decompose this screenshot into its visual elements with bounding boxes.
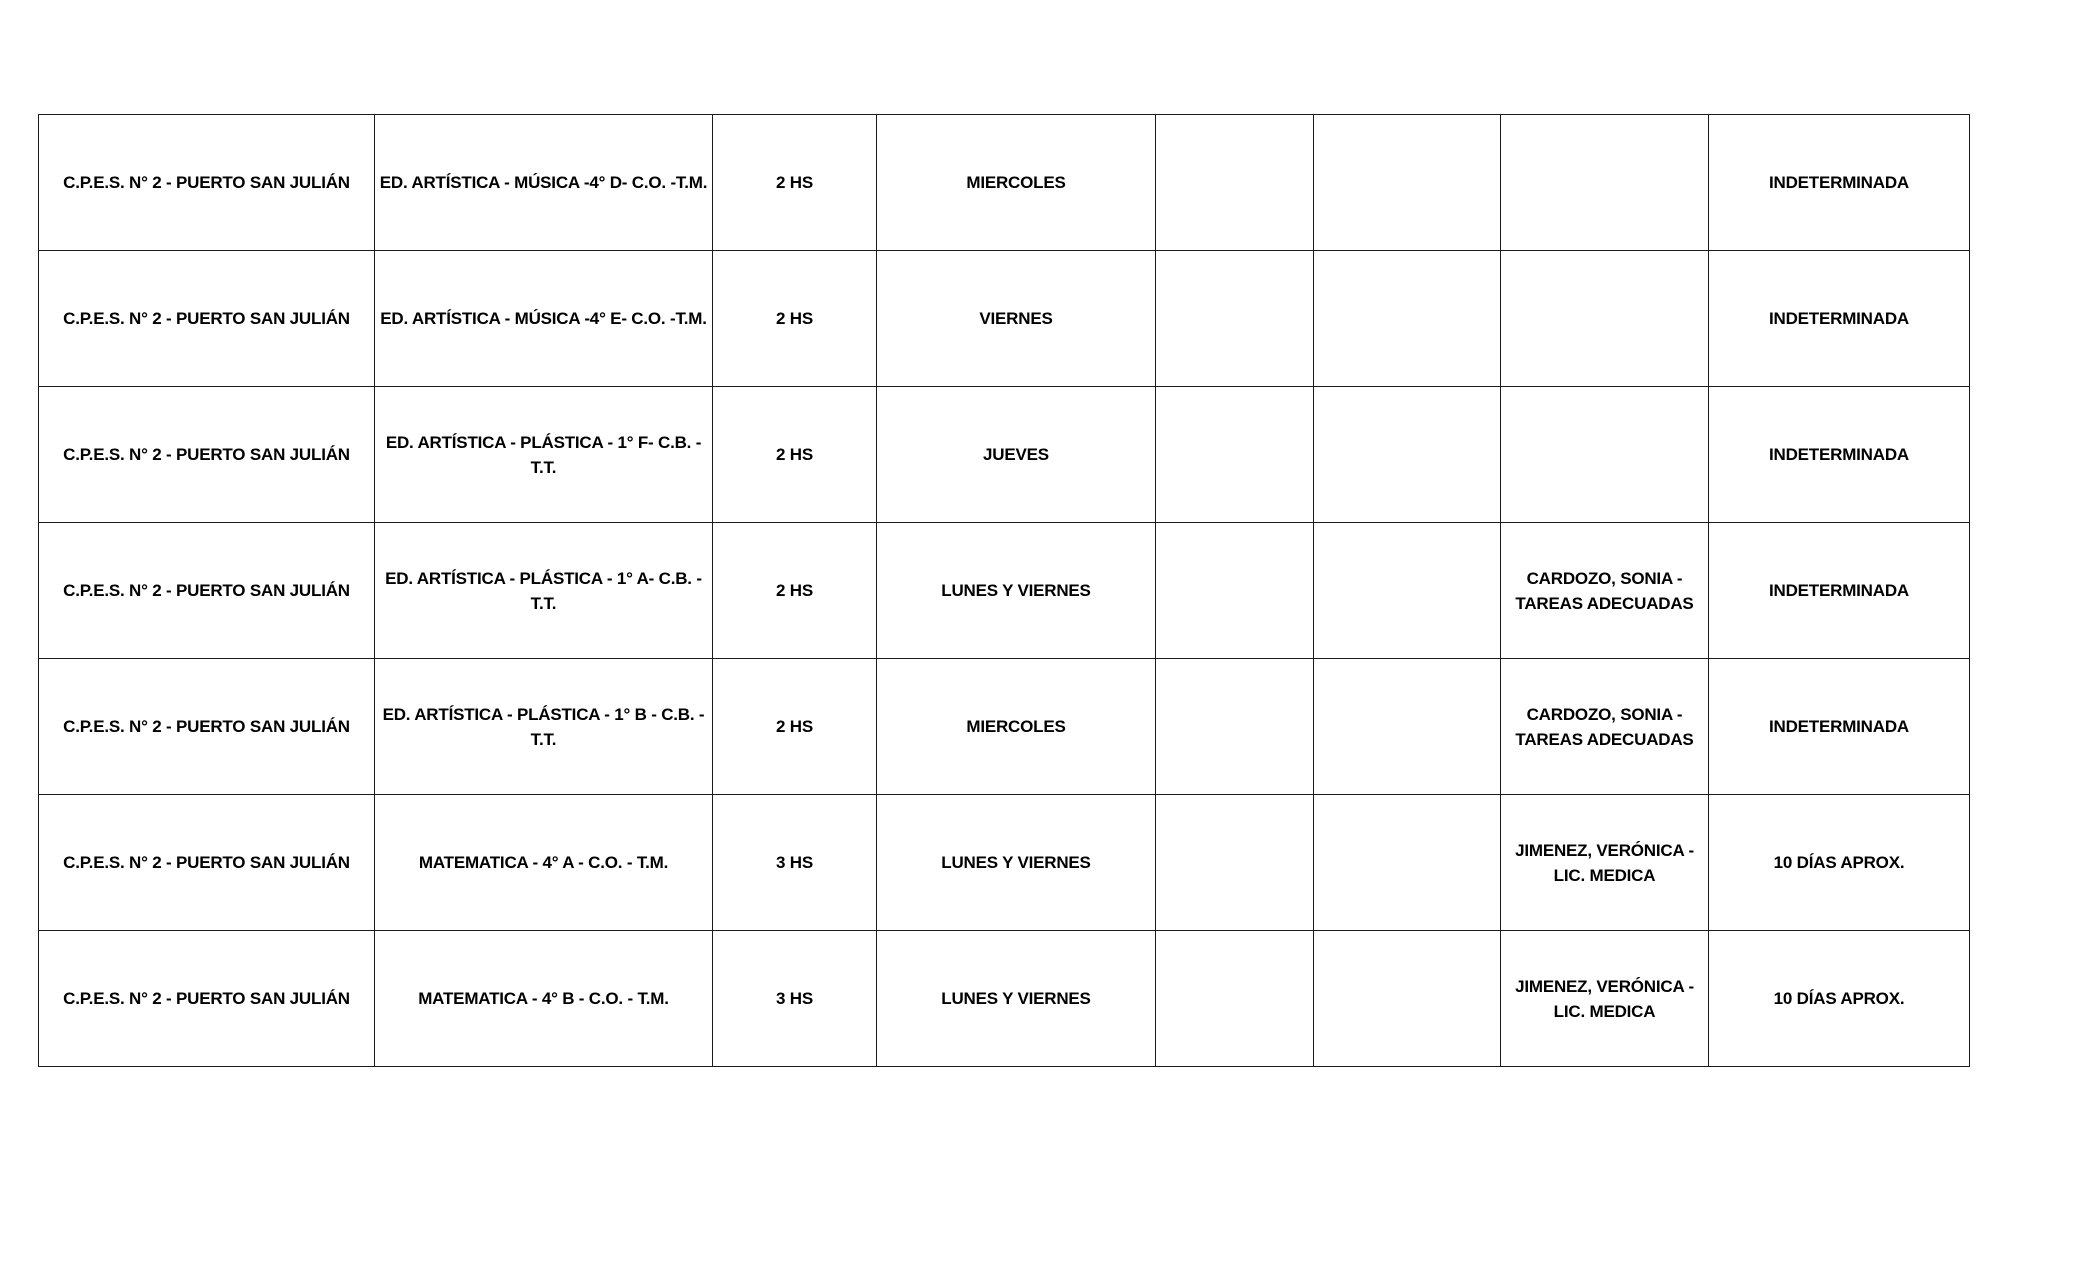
hours-cell: 2 HS <box>713 387 877 523</box>
table-row <box>39 523 1970 659</box>
empty-cell-5 <box>1156 523 1314 659</box>
empty-cell-6 <box>1314 795 1501 931</box>
teacher-cell <box>1501 387 1709 523</box>
empty-cell-5 <box>1156 795 1314 931</box>
table-row <box>39 931 1970 1067</box>
empty-cell-6 <box>1314 115 1501 251</box>
school-cell: C.P.E.S. N° 2 - PUERTO SAN JULIÁN <box>39 115 375 251</box>
days-cell: MIERCOLES <box>877 659 1156 795</box>
table-row <box>39 387 1970 523</box>
school-cell: C.P.E.S. N° 2 - PUERTO SAN JULIÁN <box>39 659 375 795</box>
school-cell: C.P.E.S. N° 2 - PUERTO SAN JULIÁN <box>39 795 375 931</box>
table-row <box>39 795 1970 931</box>
teacher-cell <box>1501 251 1709 387</box>
days-cell: LUNES Y VIERNES <box>877 931 1156 1067</box>
table-row <box>39 251 1970 387</box>
duration-cell: INDETERMINADA <box>1709 659 1970 795</box>
empty-cell-5 <box>1156 931 1314 1067</box>
empty-cell-5 <box>1156 387 1314 523</box>
teacher-cell <box>1501 115 1709 251</box>
table-row <box>39 115 1970 251</box>
days-cell: LUNES Y VIERNES <box>877 523 1156 659</box>
duration-cell: 10 DÍAS APROX. <box>1709 931 1970 1067</box>
teacher-cell: JIMENEZ, VERÓNICA - LIC. MEDICA <box>1501 931 1709 1067</box>
school-cell: C.P.E.S. N° 2 - PUERTO SAN JULIÁN <box>39 251 375 387</box>
hours-cell: 3 HS <box>713 931 877 1067</box>
teacher-cell: CARDOZO, SONIA - TAREAS ADECUADAS <box>1501 523 1709 659</box>
empty-cell-5 <box>1156 115 1314 251</box>
subject-cell: MATEMATICA - 4° A - C.O. - T.M. <box>375 795 713 931</box>
subject-cell: ED. ARTÍSTICA - MÚSICA -4° D- C.O. -T.M. <box>375 115 713 251</box>
teacher-cell: CARDOZO, SONIA - TAREAS ADECUADAS <box>1501 659 1709 795</box>
subject-cell: MATEMATICA - 4° B - C.O. - T.M. <box>375 931 713 1067</box>
duration-cell: INDETERMINADA <box>1709 115 1970 251</box>
hours-cell: 2 HS <box>713 659 877 795</box>
subject-cell: ED. ARTÍSTICA - PLÁSTICA - 1° F- C.B. -T.T. <box>375 387 713 523</box>
empty-cell-5 <box>1156 251 1314 387</box>
table-row <box>39 659 1970 795</box>
school-cell: C.P.E.S. N° 2 - PUERTO SAN JULIÁN <box>39 387 375 523</box>
empty-cell-5 <box>1156 659 1314 795</box>
duration-cell: INDETERMINADA <box>1709 251 1970 387</box>
empty-cell-6 <box>1314 251 1501 387</box>
days-cell: MIERCOLES <box>877 115 1156 251</box>
hours-cell: 2 HS <box>713 251 877 387</box>
empty-cell-6 <box>1314 659 1501 795</box>
hours-cell: 3 HS <box>713 795 877 931</box>
duration-cell: INDETERMINADA <box>1709 523 1970 659</box>
teacher-cell: JIMENEZ, VERÓNICA - LIC. MEDICA <box>1501 795 1709 931</box>
empty-cell-6 <box>1314 523 1501 659</box>
days-cell: LUNES Y VIERNES <box>877 795 1156 931</box>
subject-cell: ED. ARTÍSTICA - MÚSICA -4° E- C.O. -T.M. <box>375 251 713 387</box>
duration-cell: INDETERMINADA <box>1709 387 1970 523</box>
days-cell: JUEVES <box>877 387 1156 523</box>
days-cell: VIERNES <box>877 251 1156 387</box>
subject-cell: ED. ARTÍSTICA - PLÁSTICA - 1° A- C.B. -T.T. <box>375 523 713 659</box>
empty-cell-6 <box>1314 387 1501 523</box>
vacancy-table <box>38 114 1970 1067</box>
hours-cell: 2 HS <box>713 523 877 659</box>
hours-cell: 2 HS <box>713 115 877 251</box>
subject-cell: ED. ARTÍSTICA - PLÁSTICA - 1° B - C.B. -T.T. <box>375 659 713 795</box>
duration-cell: 10 DÍAS APROX. <box>1709 795 1970 931</box>
empty-cell-6 <box>1314 931 1501 1067</box>
school-cell: C.P.E.S. N° 2 - PUERTO SAN JULIÁN <box>39 523 375 659</box>
school-cell: C.P.E.S. N° 2 - PUERTO SAN JULIÁN <box>39 931 375 1067</box>
